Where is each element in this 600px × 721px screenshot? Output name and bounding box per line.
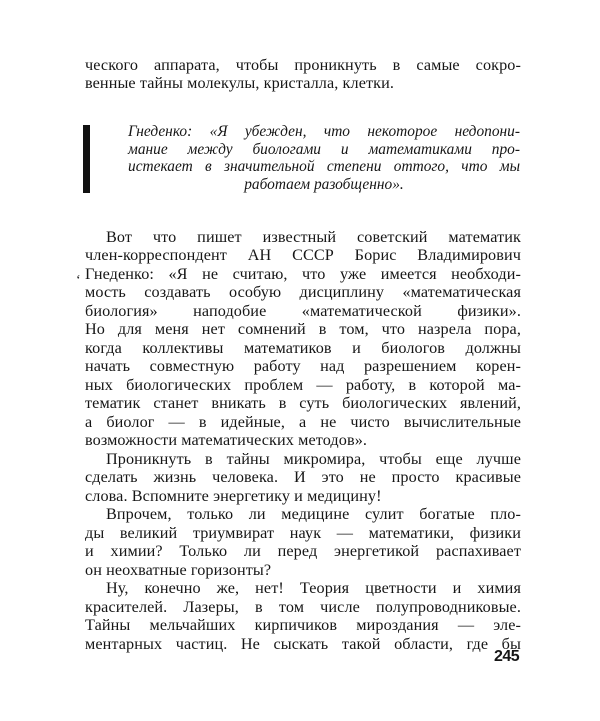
body-line: Впрочем, только ли медицине сулит богатые пло- [106, 505, 521, 523]
body-line: Вот что пишет известный советский математик [106, 228, 521, 246]
body-line: возможности математических методов». [85, 431, 368, 449]
intro-line-1: ческого аппарата, чтобы проникнуть в самые сокро- [85, 56, 521, 74]
body-line: и химии? Только ли перед энергетикой распахивает [85, 542, 521, 560]
body-line: ды великий триумвират наук — математики, физики [85, 524, 521, 542]
body-line: красителей. Лазеры, в том числе полупроводниковые. [85, 598, 521, 616]
body-line: начать совместную работу над разрешением корен- [85, 357, 521, 375]
quote-bar [83, 125, 90, 193]
page-number: 245 [494, 648, 520, 665]
quote-line-3: истекает в значительной степени оттого, что мы [128, 158, 520, 175]
body-line: сделать жизнь человека. И это не просто красивые [85, 468, 521, 486]
quote-line-2: мание между биологами и математиками про- [128, 141, 520, 158]
body-line: мость создавать особую дисциплину «математическая [85, 283, 521, 301]
intro-line-2: венные тайны молекулы, кристалла, клетки. [85, 74, 395, 92]
body-line: ных биологических проблем — работу, в которой ма- [85, 376, 521, 394]
body-line: ментарных частиц. Не сыскать такой области, где бы [85, 635, 521, 653]
body-line: он неохватные горизонты? [85, 561, 272, 579]
body-line: Тайны мельчайших кирпичиков мироздания — эле- [85, 616, 521, 634]
body-line: член-корреспондент АН СССР Борис Владимирович [85, 246, 521, 264]
stray-mark: ʻ [76, 273, 81, 288]
body-line: слова. Вспомните энергетику и медицину! [85, 487, 382, 505]
body-line: Но для меня нет сомнений в том, что назрела пора, [85, 320, 521, 338]
body-line: Проникнуть в тайны микромира, чтобы еще лучше [106, 450, 521, 468]
body-line: Гнеденко: «Я не считаю, что уже имеется необходи- [85, 265, 521, 283]
body-line: тематик станет вникать в суть биологических явлений, [85, 394, 521, 412]
body-line: биология» наподобие «математической физики». [85, 302, 521, 320]
quote-line-4: работаем разобщенно». [244, 176, 404, 193]
body-line: а биолог — в идейные, а не чисто вычислительные [85, 413, 521, 431]
body-line: Ну, конечно же, нет! Теория цветности и химия [106, 579, 521, 597]
body-line: когда коллективы математиков и биологов должны [85, 339, 521, 357]
quote-line-1: Гнеденко: «Я убежден, что некоторое недопони- [128, 123, 520, 140]
